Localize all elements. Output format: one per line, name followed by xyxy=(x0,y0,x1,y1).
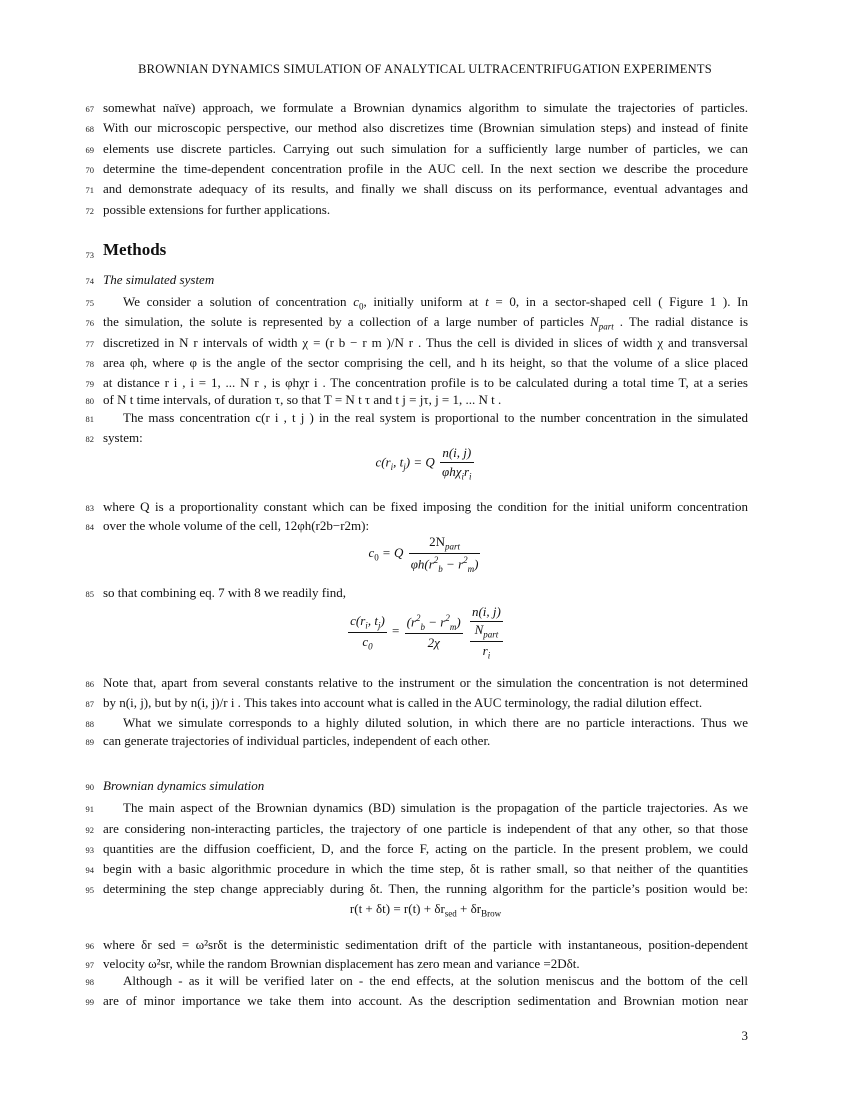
line-number: 90 xyxy=(85,782,94,792)
line-number: 94 xyxy=(85,865,94,875)
text-line: of N t time intervals, of duration τ, so that T = N t τ and t j = jτ, j = 1, ... N t . xyxy=(103,392,502,407)
text-line: determining the step change appreciably during δt. Then, the running algorithm for the particle’s position would be: xyxy=(103,881,748,896)
line-number: 88 xyxy=(85,719,94,729)
line-number: 86 xyxy=(85,679,94,689)
line-number: 97 xyxy=(85,960,94,970)
line-number: 81 xyxy=(85,414,94,424)
equation-3: $\frac{c(r_i, t_j)}{c_0}$ = $\frac{(r^2_b - r^2_m)}{2\chi}$ n(i, j) $N_{part}$ $r_i$ xyxy=(350,604,501,661)
section-title: Methods xyxy=(103,240,167,259)
text-line: by n(i, j), but by n(i, j)/r i . This takes into account what is called in the AUC terminology, the radial dilution effect. xyxy=(103,695,703,710)
equation-4: $r(t + \delta t) = r(t) + \delta r_{sed} + \delta r_{Brow}$ xyxy=(349,901,502,919)
text-line: Although - as it will be verified later on - the end effects, at the solution meniscus and the bottom of the cell xyxy=(123,973,748,988)
text-line: begin with a basic algorithmic procedure in which the time step, δt is rather small, so that neither of the quantities xyxy=(103,861,748,876)
line-number: 70 xyxy=(85,165,94,175)
text-line: where Q is a proportionality constant which can be fixed imposing the condition for the initial uniform concentration xyxy=(103,499,748,514)
subsection-title: The simulated system xyxy=(103,272,215,287)
text-line: Note that, apart from several constants relative to the instrument or the simulation the concentration is not determined xyxy=(103,675,748,690)
line-number: 80 xyxy=(85,396,94,406)
line-number: 92 xyxy=(85,825,94,835)
text-line: over the whole volume of the cell, 12φh(r2b−r2m): xyxy=(103,518,370,533)
subsection-title: Brownian dynamics simulation xyxy=(103,778,265,793)
text-line: are considering non-interacting particles, the trajectory of one particle is independent of that any other, so that those xyxy=(103,821,748,836)
text-line: the simulation, the solute is represented by a collection of a large number of particles $N_{part}$ . The radial distance is xyxy=(103,314,749,332)
text-line: discretized in N r intervals of width χ = (r b − r m )/N r . Thus the cell is divided in slices of width χ and transversal xyxy=(103,335,748,350)
line-number: 89 xyxy=(85,737,94,747)
text-line: elements use discrete particles. Carrying out such simulation for a sufficiently large number of particles, we can xyxy=(103,141,748,156)
text-line: so that combining eq. 7 with 8 we readily find, xyxy=(103,585,346,600)
text-line: We consider a solution of concentration $c_0$, initially uniform at t = 0, in a sector-shaped cell ( Figure 1 ). In xyxy=(123,294,748,312)
line-number: 95 xyxy=(85,885,94,895)
line-number: 68 xyxy=(85,124,94,134)
line-number: 74 xyxy=(85,276,94,286)
text-line: quantities are the diffusion coefficient, D, and the force F, acting on the particle. In the present problem, we could xyxy=(103,841,748,856)
running-head: BROWNIAN DYNAMICS SIMULATION OF ANALYTICAL ULTRACENTRIFUGATION EXPERIMENTS xyxy=(138,62,712,76)
line-number: 84 xyxy=(85,522,94,532)
line-number: 83 xyxy=(85,503,94,513)
text-line: The main aspect of the Brownian dynamics (BD) simulation is the propagation of the particle trajectories. As we xyxy=(123,800,748,815)
text-line: What we simulate corresponds to a highly diluted solution, in which there are no particle interactions. Thus we xyxy=(123,715,748,730)
text-line: system: xyxy=(103,430,143,445)
line-number: 99 xyxy=(85,997,94,1007)
line-number: 82 xyxy=(85,434,94,444)
line-number: 69 xyxy=(85,145,94,155)
text-line: at distance r i , i = 1, ... N r , is φhχr i . The concentration profile is to be calculated during a total time T, at a series xyxy=(103,375,748,390)
equation-2: $c_0 = Q$ $\frac{2N_{part}}{\varphi h(r^2_b - r^2_m)}$ xyxy=(368,534,479,574)
line-number: 71 xyxy=(85,185,94,195)
line-number: 79 xyxy=(85,379,94,389)
text-line: determine the time-dependent concentration profile in the AUC cell. In the next section we describe the procedure xyxy=(103,161,748,176)
line-number: 75 xyxy=(85,298,94,308)
text-line: somewhat naïve) approach, we formulate a Brownian dynamics algorithm to simulate the trajectories of particles. xyxy=(103,100,748,115)
text-line: where δr sed = ω²srδt is the deterministic sedimentation drift of the particle with instantaneous, position-dependent xyxy=(103,937,748,952)
line-number: 73 xyxy=(85,250,94,260)
line-number: 96 xyxy=(85,941,94,951)
line-number: 91 xyxy=(85,804,94,814)
text-line: With our microscopic perspective, our method also discretizes time (Brownian simulation steps) and instead of finite xyxy=(103,120,748,135)
line-number: 85 xyxy=(85,589,94,599)
line-number: 93 xyxy=(85,845,94,855)
text-line: possible extensions for further applications. xyxy=(103,202,331,217)
text-line: The mass concentration c(r i , t j ) in the real system is proportional to the number concentration in the simulated xyxy=(123,410,748,425)
text-line: can generate trajectories of individual particles, independent of each other. xyxy=(103,733,491,748)
text-line: and demonstrate adequacy of its results, and finally we shall discuss on its performance, eventual advantages and xyxy=(103,181,748,196)
line-number: 67 xyxy=(85,104,94,114)
text-line: velocity ω²sr, while the random Brownian displacement has zero mean and variance =2Dδt. xyxy=(103,956,580,971)
line-number: 78 xyxy=(85,359,94,369)
line-number: 77 xyxy=(85,339,94,349)
line-number: 87 xyxy=(85,699,94,709)
text-line: are of minor importance we take them into account. As the description sedimentation and Brownian motion near xyxy=(103,993,748,1008)
line-number: 98 xyxy=(85,977,94,987)
equation-1: $c(r_i$, $t_j) = Q$ $\frac{n(i, j)}{\varphi h\chi_ir_i}$ xyxy=(375,445,472,482)
text-line: area φh, where φ is the angle of the sector comprising the cell, and h its height, so that the volume of a slice placed xyxy=(103,355,748,370)
line-number: 72 xyxy=(85,206,94,216)
line-number: 76 xyxy=(85,318,94,328)
page-number: 3 xyxy=(741,1028,748,1043)
